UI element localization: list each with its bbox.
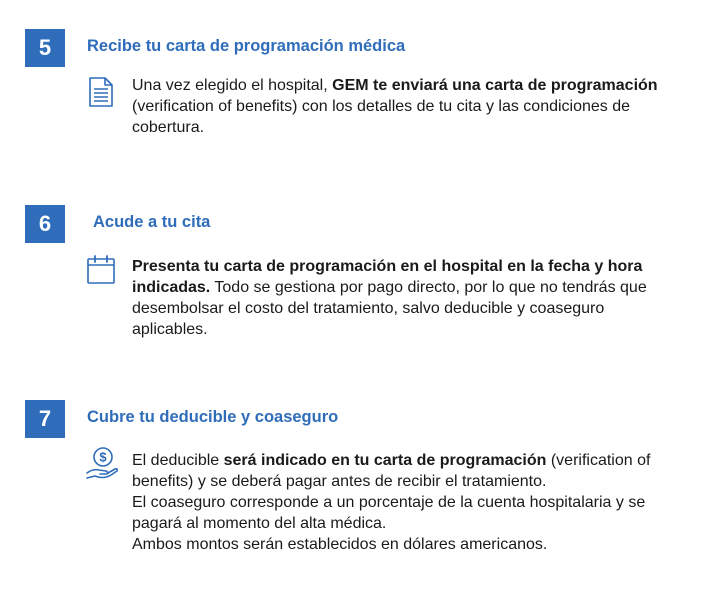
description-paragraph: Ambos montos serán establecidos en dólares americanos. <box>132 536 548 553</box>
description-text: Una vez elegido el hospital, <box>132 77 333 94</box>
step-title: Acude a tu cita <box>93 213 211 231</box>
step-number-badge: 6 <box>25 205 65 243</box>
description-bold-text: Presenta tu carta de programación en el hospital en la fecha y hora indicadas. <box>132 258 643 296</box>
step-description <box>132 75 672 138</box>
description-text: Todo se gestiona por pago directo, por lo que no tendrás que desembolsar el costo del tratamiento, salvo deducible y coaseguro aplicables. <box>132 279 647 338</box>
step-title: Recibe tu carta de programación médica <box>87 37 406 55</box>
description-bold-text: será indicado en tu carta de programación <box>223 452 547 469</box>
step-description <box>132 450 672 555</box>
description-paragraph: El coaseguro corresponde a un porcentaje de la cuenta hospitalaria y se pagará al momento del alta médica. <box>132 494 646 532</box>
description-text: (verification of benefits) con los detalles de tu cita y las condiciones de cobertura. <box>132 98 631 136</box>
description-text: El deducible <box>132 452 224 469</box>
calendar-icon <box>86 253 116 285</box>
description-bold-text: GEM te enviará una carta de programación <box>332 77 658 94</box>
step-title: Cubre tu deducible y coaseguro <box>87 408 339 426</box>
money-hand-icon <box>86 446 116 478</box>
description-text: (verification of benefits) y se deberá pagar antes de recibir el tratamiento. <box>132 452 651 490</box>
document-icon <box>86 76 116 108</box>
step-number-badge: 5 <box>25 29 65 67</box>
svg-text:$: $ <box>99 449 107 465</box>
step-number-badge: 7 <box>25 400 65 438</box>
description-paragraph <box>132 450 672 492</box>
step-description <box>132 256 672 340</box>
